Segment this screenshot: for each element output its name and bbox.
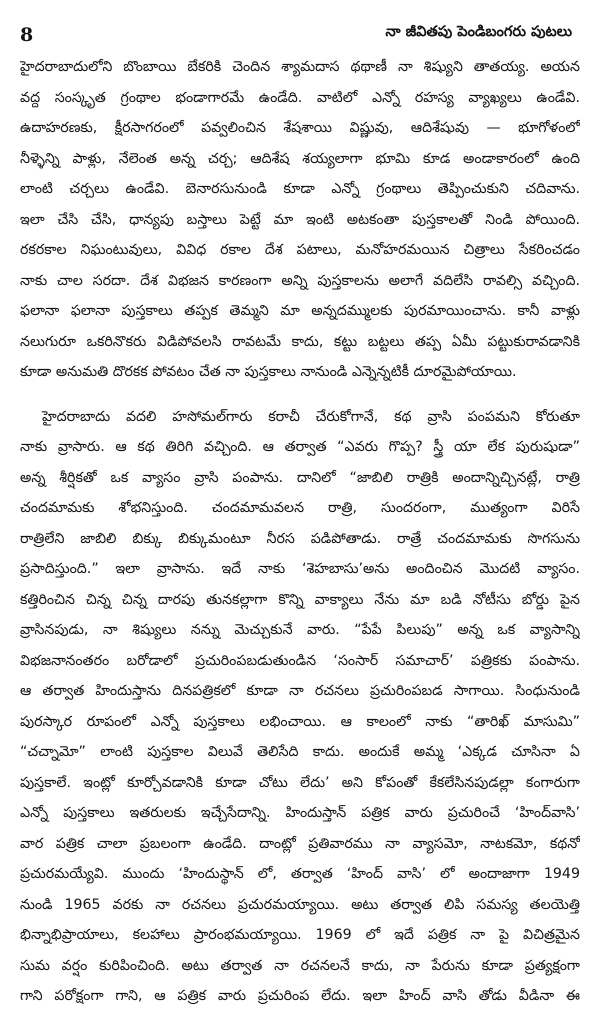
text-line: గాని పరోక్షంగా గాని, ఆ పత్రిక వారు ప్రచురింప లేదు. ఇలా హింద్ వాసి తోడు వీడినా ఈ [20, 988, 580, 1004]
text-line: సుమ వర్షం కురిపించింది. అటు తర్వాత నా రచనలనే కాదు, నా పేరును కూడా ప్రత్యక్షంగా [20, 957, 580, 974]
text-line: లాంటి చర్చలు ఉండేవి. బెనారసునుండి కూడా ఎన్నో గ్రంథాలు తెప్పించుకుని చదివాను. [20, 181, 580, 197]
text-line: నాకు చాల సరదా. దేశ విభజన కారణంగా అన్ని పుస్తకాలను అలాగే వదిలేసి రావల్సి వచ్చింది. [20, 272, 580, 289]
text-line: ఆ తర్వాత హిందుస్తాను దినపత్రికలో కూడా నా రచనలు ప్రచురింపబడ సాగాయి. సింధునుండి [20, 683, 580, 699]
running-title: నా జీవితపు పెండిబంగరు పుటలు [385, 24, 572, 40]
text-line: భిన్నాభిప్రాయాలు, కలహాలు ప్రారంభమయ్యాయి. 1969 లో ఇదే పత్రిక నా పై విచిత్రమైన [20, 927, 580, 943]
text-line: అన్న శీర్షికతో ఒక వ్యాసం వ్రాసి పంపాను. దానిలో “జాబిలి రాత్రికి అందాన్నిచ్చినట్లే, రాత్రి [20, 469, 580, 486]
text-line: ప్రచురమయ్యేవి. ముందు ‘హిందుస్థాన్ లో, తర్వాత ‘హింద్ వాసి’ లో అందాజాగా 1949 [20, 866, 580, 882]
text-line: “చచ్నామో” లాంటి పుస్తకాల విలువే తెలిసేది కాదు. అందుకే అమ్మ ‘ఎక్కడ చూసినా ఏ [20, 744, 580, 760]
paragraph [20, 52, 580, 388]
text-line: హైదరాబాదులోని బొంబాయి బేకరికి చెందిన శ్యామదాస థథాణీ నా శిష్యుని తాతయ్య. అయన [20, 59, 580, 75]
page-number: 8 [20, 24, 34, 46]
text-line: చందమామకు శోభనిస్తుంది. చందమామవలన రాత్రి, సుందరంగా, ముత్యంగా విరిసే [20, 500, 580, 516]
text-line: వార పత్రిక చాలా ప్రబలంగా ఉండేది. దాంట్లో ప్రతివారము నా వ్యాసమో, నాటకమో, కథనో [20, 835, 580, 852]
text-line: హైదరాబాదు వదలి హసోమల్‌గారు కరాచీ చేరుకోగానే, కథ వ్రాసి పంపమని కోరుతూ [42, 408, 580, 425]
paragraph [20, 402, 580, 1012]
text-line: ప్రసాదిస్తుంది.” ఇలా వ్రాసాను. ఇదే నాకు ‘శెహబాసు’అను అందించిన మొదటి వ్యాసం. [20, 561, 580, 577]
text-line: ఫలానా ఫలానా పుస్తకాలు తప్పక తెమ్మని మా అన్నదమ్ములకు పురమాయించాను. కానీ వాళ్లు [20, 303, 580, 319]
text-line: ఉదాహరణకు, క్షీరసాగరంలో పవ్వలించిన శేషశాయి విష్ణువు, ఆదిశేషువు — భూగోళంలో [20, 120, 580, 136]
text-line: వ్రాసినపుడు, నా శిష్యులు నన్ను మెచ్చుకునే వారు. “పేపే పిలుపు” అన్న ఒక వ్యాసాన్ని [20, 622, 580, 638]
body-text [20, 52, 580, 1012]
text-line: కూడా అనుమతి దొరకక పోవటం చేత నా పుస్తకాలు నానుండి ఎన్నెన్నటికీ దూరమైపోయాయి. [20, 364, 517, 380]
text-line: పురస్కార రూపంలో ఎన్నో పుస్తకాలు లభించాయి. ఆ కాలంలో నాకు “తారిఖ్ మాసుమి” [20, 713, 580, 730]
text-line: ఇలా చేసి చేసి, ధాన్యపు బస్తాలు పెట్టే మా ఇంటి అటకంతా పుస్తకాలతో నిండి పోయింది. [20, 211, 580, 228]
text-line: విభజనానంతరం బరోడాలో ప్రచురింపబడుతుండిన ‘సంసార్ సమాచార్’ పత్రికకు పంపాను. [20, 652, 580, 669]
text-line: రకరకాల నిఘంటువులు, వివిధ రకాల దేశ పటాలు, మనోహరమయిన చిత్రాలు సేకరించడం [20, 242, 580, 258]
text-line: ఎన్నో పుస్తకాలు ఇతరులకు ఇచ్చేసేదాన్ని. హిందుస్తాన్ పత్రిక వారు ప్రచురించే ‘హింద్‌వాసి’ [20, 805, 580, 821]
text-line: నాకు వ్రాసారు. ఆ కథ తిరిగి వచ్చింది. ఆ తర్వాత “ఎవరు గొప్ప? స్త్రీ యా లేక పురుషుడా” [20, 439, 580, 455]
text-line: రాత్రిలేని జాబిలి బిక్కు బిక్కుమంటూ నీరస పడిపోతాడు. రాత్రే చందమామకు సొగసును [20, 530, 580, 547]
text-line: నలుగురూ ఒకరినొకరు విడిపోవలసి రావటమే కాదు, కట్టు బట్టలు తప్ప ఏమీ పట్టుకురావడానికి [20, 333, 580, 350]
text-line: నుండి 1965 వరకు నా రచనలు ప్రచురమయ్యాయి. అటు తర్వాత లిపి సమస్య తలయెత్తి [20, 896, 580, 913]
text-line: పుస్తకాలే. ఇంట్లో కూర్చోవడానికి కూడా చోటు లేదు’ అని కోపంతో కేకలేసినపుడల్లా కంగారుగా [20, 774, 580, 791]
text-line: వద్ద సంస్కృత గ్రంథాల భండాగారమే ఉండేది. వాటిలో ఎన్నో రహస్య వ్యాఖ్యలు ఉండేవి. [20, 89, 580, 106]
text-line: కత్తిరించిన చిన్న చిన్న దారపు తునకల్లాగా కొన్ని వాక్యాలు నేను మా బడి నోటీసు బోర్డు పైన [20, 591, 580, 608]
text-line: నీళ్ళెన్ని పాళ్లు, నేలెంత అన్న చర్చ; ఆదిశేష శయ్యలాగా భూమి కూడ అండాకారంలో ఉంది [20, 150, 580, 167]
page-header [20, 16, 580, 52]
